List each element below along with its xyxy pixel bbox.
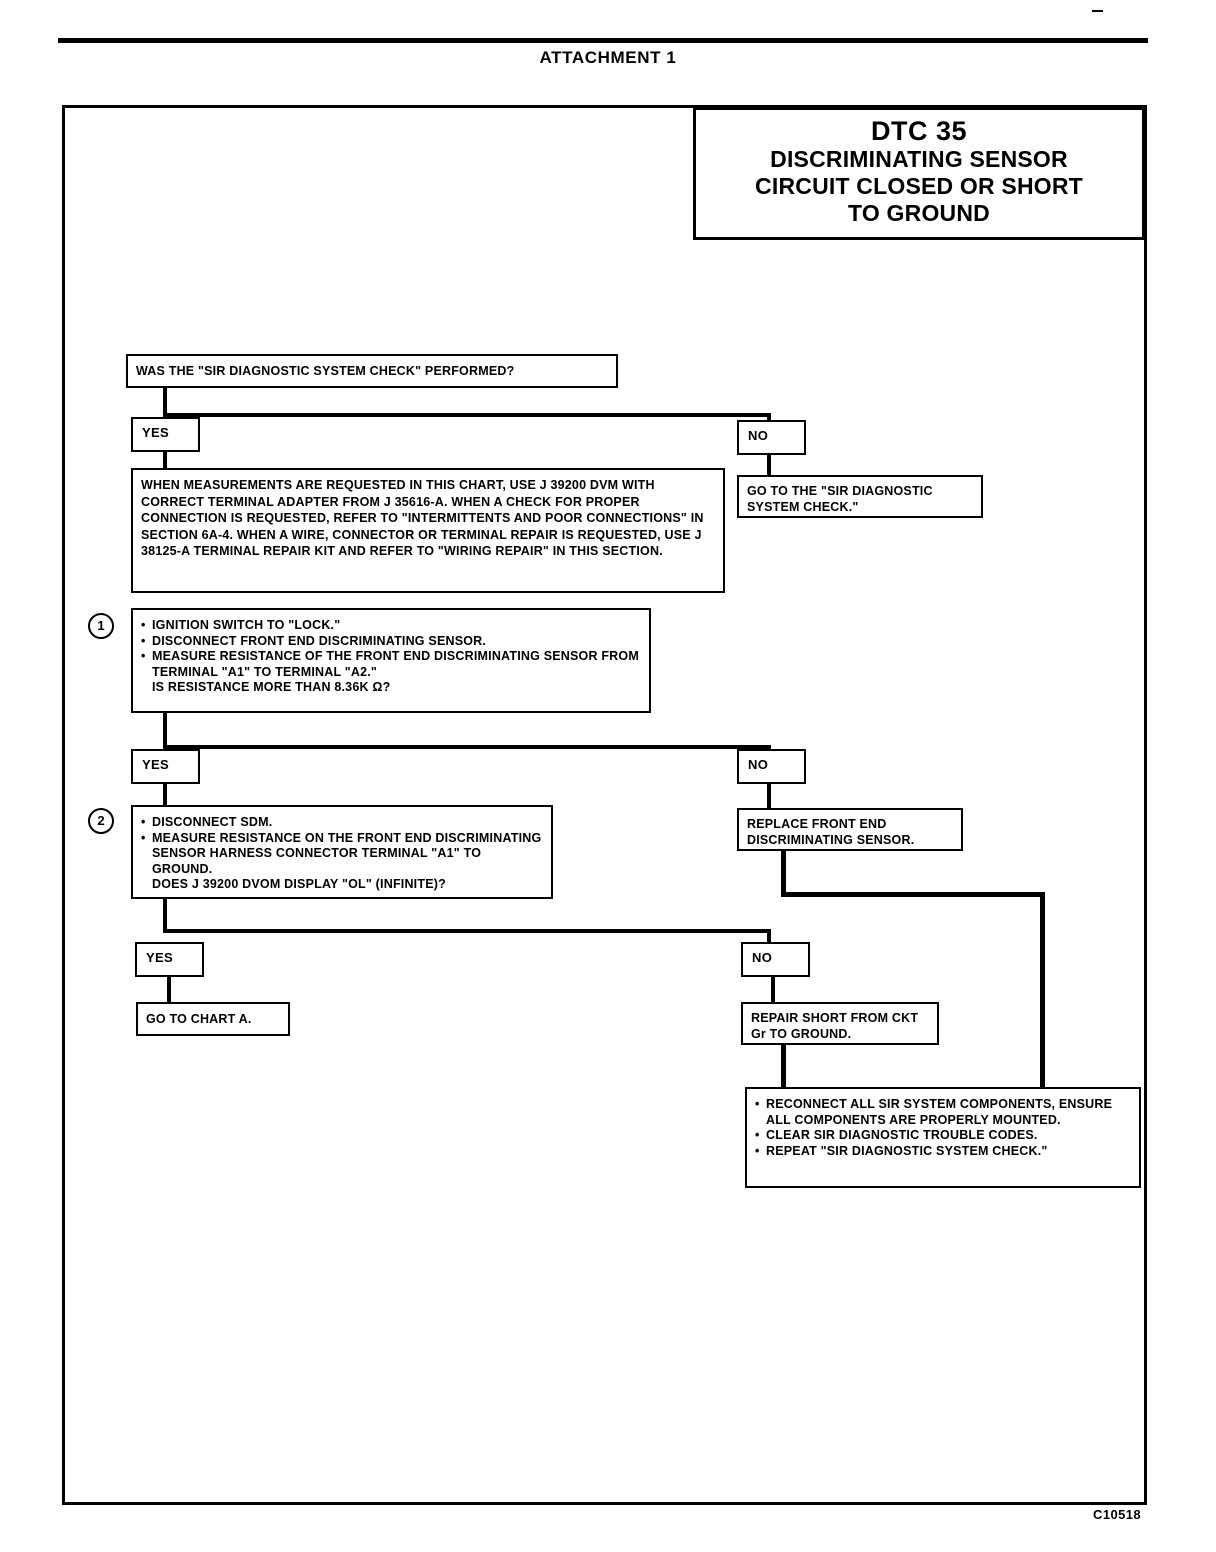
repair-short-text: REPAIR SHORT FROM CKT Gr TO GROUND. [751, 1011, 919, 1041]
final-bullet-2: • CLEAR SIR DIAGNOSTIC TROUBLE CODES. [755, 1128, 1132, 1144]
connector-step2-bus [163, 929, 771, 933]
step-1-number: 1 [97, 618, 105, 633]
final-bullet-3: • REPEAT "SIR DIAGNOSTIC SYSTEM CHECK." [755, 1144, 1132, 1160]
step-2-number: 2 [97, 813, 105, 828]
node-final-steps [745, 1087, 1141, 1188]
connector-replace-down [781, 851, 786, 896]
step-2-bullet-list [141, 815, 544, 877]
node-no-1 [737, 420, 806, 455]
node-repair-short [741, 1002, 939, 1045]
step-1-bullet-2: • DISCONNECT FRONT END DISCRIMINATING SENSOR. [141, 634, 642, 650]
step-2-question: DOES J 39200 DVOM DISPLAY "OL" (INFINITE)? [152, 877, 446, 891]
start-question-text: WAS THE "SIR DIAGNOSTIC SYSTEM CHECK" PERFORMED? [136, 364, 515, 378]
step-2-bullet-1: • DISCONNECT SDM. [141, 815, 544, 831]
step-2-bullet-2: • MEASURE RESISTANCE ON THE FRONT END DISCRIMINATING SENSOR HARNESS CONNECTOR TERMINAL "A1" TO GROUND. [141, 831, 544, 878]
node-replace-sensor [737, 808, 963, 851]
node-yes-3 [135, 942, 204, 977]
node-measurement-note [131, 468, 725, 593]
no-1-label: NO [748, 428, 769, 443]
connector-repair-down [781, 1045, 786, 1088]
connector-yes3-down [167, 977, 171, 1003]
go-to-sir-check-text: GO TO THE "SIR DIAGNOSTIC SYSTEM CHECK." [747, 484, 933, 514]
step-1-bullet-3: • MEASURE RESISTANCE OF THE FRONT END DISCRIMINATING SENSOR FROM TERMINAL "A1" TO TERMINAL "A2." [141, 649, 642, 680]
connector-no1-down [767, 455, 771, 475]
dtc-title-box [693, 107, 1145, 240]
step-1-bullet-list [141, 618, 642, 680]
step-1-question: IS RESISTANCE MORE THAN 8.36K Ω? [152, 680, 391, 694]
dtc-code: DTC 35 [870, 116, 968, 146]
replace-sensor-text: REPLACE FRONT END DISCRIMINATING SENSOR. [747, 817, 915, 847]
go-to-chart-a-text: GO TO CHART A. [146, 1012, 252, 1026]
no-2-label: NO [748, 757, 769, 772]
yes-1-label: YES [142, 425, 169, 440]
step-1-number-circle [88, 613, 114, 639]
final-bullet-list [755, 1097, 1132, 1159]
connector-start-down [163, 388, 167, 416]
connector-step2-down [163, 899, 167, 933]
node-yes-2 [131, 749, 200, 784]
step-1-bullet-1: • IGNITION SWITCH TO "LOCK." [141, 618, 642, 634]
header-rule [58, 38, 1148, 43]
node-start-question [126, 354, 618, 388]
connector-no3-down [771, 977, 775, 1003]
connector-replace-right [781, 892, 1045, 897]
dtc-desc-line-2: CIRCUIT CLOSED OR SHORT [755, 173, 1083, 199]
step-2-number-circle [88, 808, 114, 834]
page-title: ATTACHMENT 1 [539, 48, 677, 67]
dtc-desc-line-1: DISCRIMINATING SENSOR [770, 146, 1068, 172]
no-3-label: NO [752, 950, 773, 965]
node-step-2 [131, 805, 553, 899]
node-step-1 [131, 608, 651, 713]
node-no-3 [741, 942, 810, 977]
final-bullet-1: • RECONNECT ALL SIR SYSTEM COMPONENTS, ENSURE ALL COMPONENTS ARE PROPERLY MOUNTED. [755, 1097, 1132, 1128]
connector-step1-down [163, 713, 167, 749]
node-yes-1 [131, 417, 200, 452]
yes-2-label: YES [142, 757, 169, 772]
yes-3-label: YES [146, 950, 173, 965]
dtc-desc-line-3: TO GROUND [848, 200, 990, 226]
connector-step1-bus [163, 745, 771, 749]
top-right-tick [1092, 10, 1103, 12]
node-no-2 [737, 749, 806, 784]
measurement-note-text: WHEN MEASUREMENTS ARE REQUESTED IN THIS CHART, USE J 39200 DVM WITH CORRECT TERMINAL ADAPTER FROM J 35616-A. WHEN A CHECK FOR PROPER CONNECTION IS REQUESTED, REFER TO "INTERMITTENTS AND POOR CONNECTIONS" IN SECTION 6A-4. WHEN A WIRE, CONNECTOR OR TERMINAL REPAIR IS REQUESTED, USE J 38125-A TERMINAL REPAIR KIT AND REFER TO "WIRING REPAIR" IN THIS SECTION. [141, 478, 704, 558]
drawing-code: C10518 [1093, 1507, 1141, 1522]
connector-start-bus [163, 413, 771, 417]
connector-no2-down [767, 784, 771, 808]
node-go-to-sir-check [737, 475, 983, 518]
connector-replace-right-down [1040, 892, 1045, 1095]
node-go-to-chart-a [136, 1002, 290, 1036]
